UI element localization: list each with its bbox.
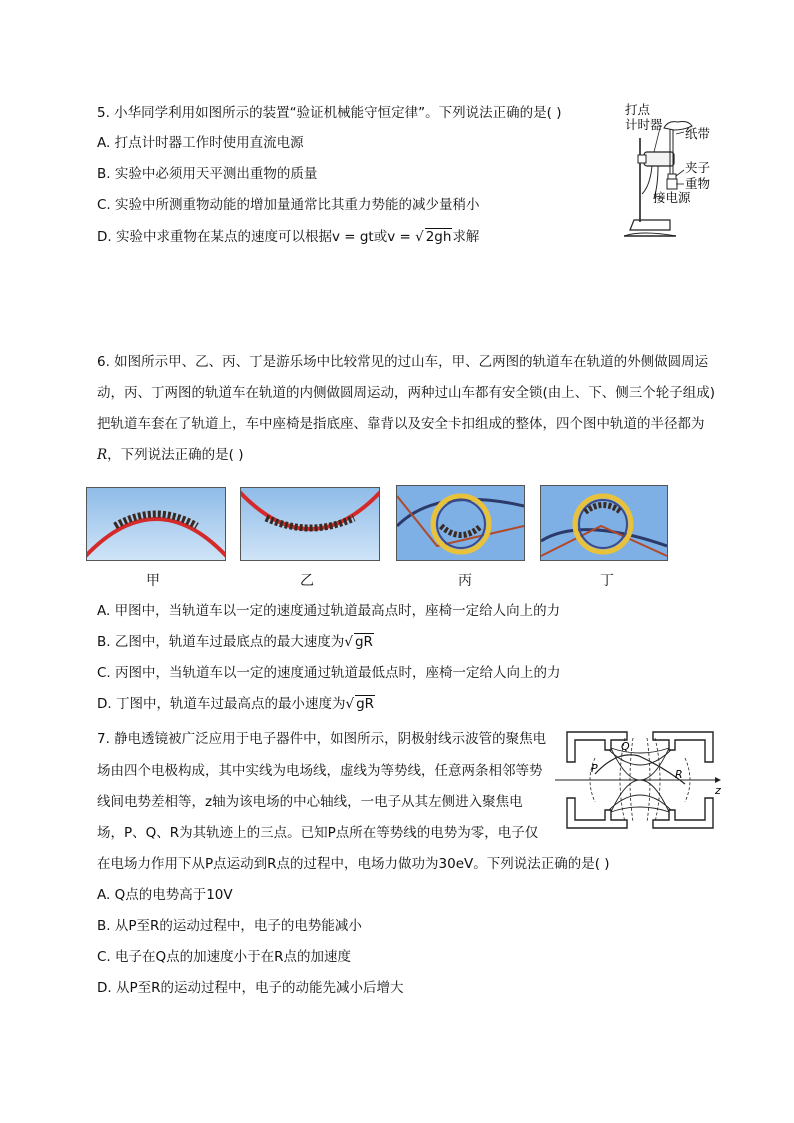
caption-bing: 丙 [458, 573, 472, 589]
q7-option-d: D. 从P至R的运动过程中，电子的动能先减小后增大 [97, 980, 404, 996]
q6-option-b [97, 633, 374, 651]
roller-coaster-yi-image [241, 488, 379, 560]
q6-var-r: R [97, 447, 108, 463]
q5-label-weight: 重物 [685, 176, 711, 191]
roller-coaster-jia-image [87, 488, 225, 560]
q6-option-d-text: D. 丁图中，轨道车过最高点的最小速度为 [97, 696, 346, 712]
q6-stem-line-1: 6. 如图所示甲、乙、丙、丁是游乐场中比较常见的过山车，甲、乙两图的轨道车在轨道的外侧做圆周运 [97, 354, 709, 370]
q6-option-b-text: B. 乙图中，轨道车过最底点的最大速度为 [97, 634, 345, 650]
caption-ding: 丁 [600, 573, 614, 589]
q5-label-power: 接电源 [653, 190, 691, 205]
q6-option-b-radicand: gR [354, 634, 373, 650]
q5-stem: 5. 小华同学利用如图所示的装置“验证机械能守恒定律”。下列说法正确的是( ) [97, 105, 562, 121]
caption-jia: 甲 [146, 573, 160, 589]
q5-option-d-text: D. 实验中求重物在某点的速度可以根据v = gt或v = [97, 229, 416, 245]
q5-label-clip: 夹子 [685, 160, 711, 175]
q7-label-p: P [591, 762, 598, 775]
q7-stem-line-1: 7. 静电透镜被广泛应用于电子器件中，如图所示，阴极射线示波管的聚焦电 [97, 731, 547, 747]
q6-stem-line-4-text: ，下列说法正确的是( ) [107, 447, 244, 463]
q7-lens-figure [555, 728, 725, 832]
q5-option-d-radicand: 2gh [425, 229, 452, 245]
q6-stem-line-3: 把轨道车套在了轨道上，车中座椅是指底座、靠背以及安全卡扣组成的整体，四个图中轨道的半径都为 [97, 416, 705, 432]
sqrt-symbol: √ [345, 696, 355, 712]
q7-stem-line-2: 场由四个电极构成，其中实线为电场线，虚线为等势线，任意两条相邻等势 [97, 763, 543, 779]
q6-option-d [97, 695, 375, 713]
q5-label-tape: 纸带 [685, 126, 711, 141]
q6-stem-line-4 [97, 446, 244, 464]
q7-stem-line-3: 线间电势差相等，z轴为该电场的中心轴线，一电子从其左侧进入聚焦电 [97, 794, 523, 810]
q7-option-b: B. 从P至R的运动过程中，电子的电势能减小 [97, 918, 362, 934]
q7-label-r: R [675, 768, 683, 781]
q5-option-b: B. 实验中必须用天平测出重物的质量 [97, 166, 318, 182]
q5-option-d-suffix: 求解 [452, 229, 480, 245]
sqrt-symbol: √ [415, 229, 424, 245]
photo-yi [240, 487, 380, 561]
q7-label-q: Q [621, 740, 630, 753]
q6-stem-line-2: 动，丙、丁两图的轨道车在轨道的内侧做圆周运动，两种过山车都有安全锁(由上、下、侧三个轮子组成) [97, 385, 716, 401]
q5-option-d [97, 228, 479, 246]
q6-option-a: A. 甲图中，当轨道车以一定的速度通过轨道最高点时，座椅一定给人向上的力 [97, 603, 561, 619]
roller-coaster-bing-image [397, 486, 524, 560]
sqrt-symbol: √ [344, 634, 353, 650]
caption-yi: 乙 [300, 573, 314, 589]
photo-jia [86, 487, 226, 561]
q7-stem-line-4: 场，P、Q、R为其轨迹上的三点。已知P点所在等势线的电势为零，电子仅 [97, 825, 539, 841]
q7-label-z: z [715, 784, 721, 797]
photo-bing [396, 485, 525, 561]
q5-label-timer-2: 计时器 [625, 117, 663, 132]
q5-label-timer-1: 打点 [625, 102, 651, 117]
q6-option-c: C. 丙图中，当轨道车以一定的速度通过轨道最低点时，座椅一定给人向上的力 [97, 665, 561, 681]
q6-option-d-radicand: gR [356, 696, 375, 712]
q7-stem-line-5: 在电场力作用下从P点运动到R点的过程中，电场力做功为30eV。下列说法正确的是( ) [97, 856, 610, 872]
q7-option-a: A. Q点的电势高于10V [97, 887, 233, 903]
q5-option-a: A. 打点计时器工作时使用直流电源 [97, 135, 304, 151]
q7-option-c: C. 电子在Q点的加速度小于在R点的加速度 [97, 949, 352, 965]
q5-apparatus-figure [612, 98, 732, 246]
q5-option-c: C. 实验中所测重物动能的增加量通常比其重力势能的减少量稍小 [97, 197, 480, 213]
photo-ding [540, 485, 668, 561]
roller-coaster-ding-image [541, 486, 667, 560]
